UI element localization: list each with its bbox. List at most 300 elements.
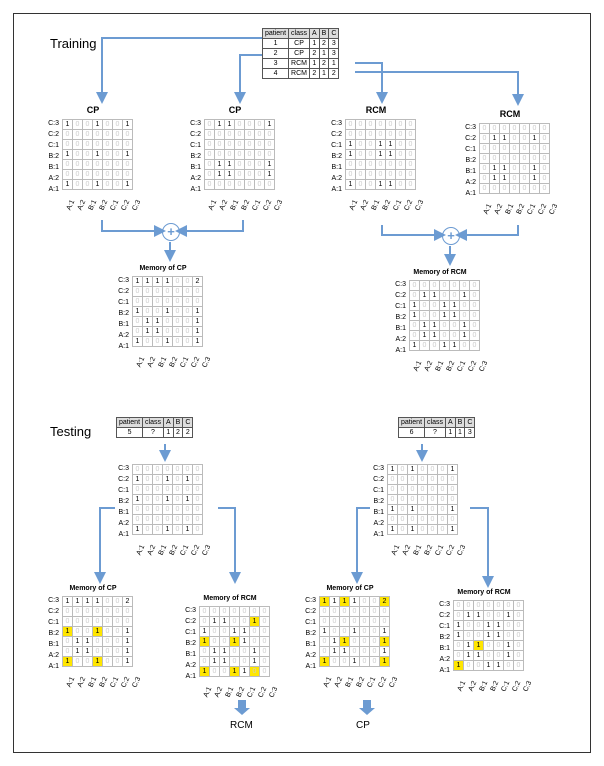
matrix-cell: 1 (388, 525, 398, 535)
row-label: B:2 (305, 630, 316, 637)
row-label: B:1 (305, 641, 316, 648)
matrix-cell: 0 (103, 170, 113, 180)
row-label: C:2 (305, 608, 316, 615)
matrix-grid (409, 280, 480, 351)
matrix-cell: 0 (133, 515, 143, 525)
matrix-cell: 1 (250, 657, 260, 667)
column-label: A:2 (333, 676, 345, 689)
matrix-cell: 1 (230, 637, 240, 647)
arrow (357, 508, 370, 578)
matrix-cell: 1 (460, 321, 470, 331)
matrix-cell: 0 (406, 140, 416, 150)
row-label: A:2 (373, 520, 384, 527)
matrix-cell: 0 (260, 637, 270, 647)
matrix-cell: 0 (370, 637, 380, 647)
column-label: C:2 (445, 544, 457, 557)
matrix-cell: 0 (398, 475, 408, 485)
matrix-cell: 0 (245, 180, 255, 190)
row-label: B:2 (190, 153, 201, 160)
matrix-cell: 1 (340, 597, 350, 607)
matrix-cell: 0 (73, 170, 83, 180)
matrix-cell: 0 (183, 317, 193, 327)
matrix-cell: 1 (215, 160, 225, 170)
matrix-cell: 1 (484, 621, 494, 631)
matrix-cell: 1 (320, 627, 330, 637)
matrix-cell: 0 (113, 120, 123, 130)
table-header-cell: patient (117, 418, 143, 428)
matrix-cell: 0 (356, 180, 366, 190)
matrix-cell: 0 (83, 150, 93, 160)
matrix-cell: 0 (360, 657, 370, 667)
matrix-grid (62, 119, 133, 190)
matrix-cell: 0 (220, 627, 230, 637)
matrix-grid (132, 464, 203, 535)
matrix-cell: 1 (210, 617, 220, 627)
table-cell: CP (289, 49, 310, 59)
column-label: C:1 (109, 199, 121, 212)
matrix-cell: 0 (245, 140, 255, 150)
matrix-cell: 1 (350, 597, 360, 607)
matrix-cell: 0 (93, 160, 103, 170)
matrix-cell: 0 (193, 515, 203, 525)
matrix-cell: 0 (480, 174, 490, 184)
matrix-cell: 1 (530, 134, 540, 144)
matrix-cell: 0 (153, 337, 163, 347)
row-label: B:1 (118, 321, 129, 328)
matrix-cell: 0 (220, 667, 230, 677)
matrix-cell: 0 (356, 150, 366, 160)
matrix-cell: 0 (454, 611, 464, 621)
row-label: B:1 (185, 651, 196, 658)
matrix-cell: 0 (93, 140, 103, 150)
matrix-cell: 0 (205, 120, 215, 130)
matrix-cell: 1 (183, 525, 193, 535)
row-label: C:3 (185, 607, 196, 614)
column-label: A:1 (202, 686, 214, 699)
matrix (370, 464, 466, 574)
matrix-cell: 1 (265, 120, 275, 130)
matrix-cell: 0 (360, 627, 370, 637)
matrix-cell: 0 (460, 311, 470, 321)
column-label: B:2 (381, 199, 393, 212)
matrix-cell: 0 (330, 657, 340, 667)
matrix-cell: 0 (520, 124, 530, 134)
matrix-cell: 0 (153, 525, 163, 535)
matrix-cell: 1 (193, 337, 203, 347)
matrix-cell: 0 (540, 174, 550, 184)
table-cell: 2 (173, 428, 183, 438)
matrix-cell: 0 (63, 647, 73, 657)
matrix-cell: 0 (490, 124, 500, 134)
matrix-cell: 0 (514, 621, 524, 631)
row-label: C:2 (465, 135, 476, 142)
column-label: B:1 (504, 203, 516, 216)
matrix-cell: 1 (265, 170, 275, 180)
matrix-cell: 0 (163, 465, 173, 475)
matrix-cell: 1 (220, 617, 230, 627)
matrix (187, 105, 285, 229)
matrix-cell: 0 (540, 124, 550, 134)
matrix-cell: 1 (500, 134, 510, 144)
matrix-cell: 0 (260, 657, 270, 667)
matrix-cell: 0 (490, 184, 500, 194)
row-label: A:1 (465, 190, 476, 197)
matrix-cell: 1 (450, 301, 460, 311)
matrix-cell: 0 (193, 505, 203, 515)
matrix-cell: 0 (113, 627, 123, 637)
row-label: A:2 (331, 175, 342, 182)
matrix-cell: 0 (540, 184, 550, 194)
matrix-cell: 0 (113, 160, 123, 170)
matrix-cell: 0 (215, 180, 225, 190)
matrix-cell: 0 (143, 465, 153, 475)
column-label: A:2 (146, 356, 158, 369)
matrix-cell: 1 (83, 647, 93, 657)
matrix-cell: 1 (240, 667, 250, 677)
column-label: C:2 (537, 203, 549, 216)
matrix-cell: 0 (260, 627, 270, 637)
matrix-cell: 0 (370, 627, 380, 637)
matrix-cell: 0 (193, 485, 203, 495)
matrix-cell: 0 (510, 144, 520, 154)
matrix-cell: 0 (123, 130, 133, 140)
matrix-cell: 0 (133, 287, 143, 297)
table-cell: 6 (399, 428, 425, 438)
matrix-cell: 0 (163, 505, 173, 515)
table-header-cell: patient (399, 418, 425, 428)
row-label: A:1 (48, 663, 59, 670)
matrix-cell: 0 (450, 321, 460, 331)
matrix-cell: 0 (73, 617, 83, 627)
matrix-grid (479, 123, 550, 194)
matrix-cell: 1 (163, 525, 173, 535)
matrix-cell: 1 (93, 597, 103, 607)
column-label: C:1 (109, 676, 121, 689)
column-label: C:3 (131, 676, 143, 689)
row-label: A:1 (190, 186, 201, 193)
matrix-cell: 0 (220, 637, 230, 647)
matrix-cell: 0 (440, 281, 450, 291)
column-label: A:2 (218, 199, 230, 212)
matrix-title: CP (86, 105, 100, 115)
matrix-cell: 1 (63, 627, 73, 637)
table-cell: 1 (455, 428, 465, 438)
matrix-cell: 0 (153, 485, 163, 495)
matrix-cell: 0 (63, 130, 73, 140)
column-label: B:1 (370, 199, 382, 212)
matrix-cell: 0 (143, 337, 153, 347)
matrix-cell: 1 (440, 311, 450, 321)
row-label: B:2 (465, 157, 476, 164)
matrix-cell: 0 (406, 160, 416, 170)
matrix-cell: 0 (73, 607, 83, 617)
column-label: A:1 (207, 199, 219, 212)
matrix-cell: 0 (103, 597, 113, 607)
matrix-cell: 1 (133, 307, 143, 317)
column-label: C:3 (456, 544, 468, 557)
matrix-cell: 1 (346, 150, 356, 160)
matrix-cell: 0 (346, 170, 356, 180)
row-label: B:2 (118, 498, 129, 505)
matrix-cell: 0 (73, 130, 83, 140)
matrix-cell: 0 (470, 311, 480, 321)
matrix-cell: 1 (265, 160, 275, 170)
matrix-cell: 1 (504, 651, 514, 661)
matrix-cell: 0 (235, 160, 245, 170)
matrix-cell: 0 (103, 647, 113, 657)
table-cell: 1 (263, 39, 289, 49)
matrix-cell: 0 (340, 607, 350, 617)
matrix-cell: 1 (484, 661, 494, 671)
matrix (392, 269, 490, 390)
matrix-grid (199, 606, 270, 677)
matrix-cell: 1 (215, 120, 225, 130)
matrix-cell: 0 (83, 657, 93, 667)
table-header-cell: A (309, 29, 319, 39)
row-label: A:1 (331, 186, 342, 193)
matrix-cell: 0 (173, 475, 183, 485)
matrix-cell: 0 (143, 515, 153, 525)
matrix-cell: 0 (360, 607, 370, 617)
matrix-cell: 0 (504, 601, 514, 611)
matrix-cell: 1 (193, 317, 203, 327)
matrix-cell: 0 (183, 327, 193, 337)
matrix-cell: 1 (133, 337, 143, 347)
matrix-cell: 0 (193, 495, 203, 505)
matrix-cell: 0 (504, 661, 514, 671)
matrix-cell: 1 (460, 291, 470, 301)
matrix-cell: 1 (464, 651, 474, 661)
column-label: C:2 (120, 199, 132, 212)
column-label: B:1 (157, 356, 169, 369)
matrix-cell: 0 (418, 485, 428, 495)
table-header-cell: C (465, 418, 475, 428)
matrix-cell: 0 (220, 607, 230, 617)
matrix-cell: 0 (113, 150, 123, 160)
matrix-cell: 0 (408, 495, 418, 505)
matrix-cell: 0 (370, 617, 380, 627)
matrix-cell: 1 (163, 495, 173, 505)
row-label: B:2 (118, 310, 129, 317)
matrix-cell: 1 (93, 627, 103, 637)
column-label: C:2 (403, 199, 415, 212)
column-label: B:2 (515, 203, 527, 216)
matrix-cell: 0 (450, 331, 460, 341)
matrix-cell: 0 (438, 485, 448, 495)
matrix-cell: 0 (255, 160, 265, 170)
matrix-cell: 0 (500, 124, 510, 134)
matrix-cell: 0 (83, 130, 93, 140)
matrix-cell: 0 (103, 607, 113, 617)
matrix-cell: 0 (474, 621, 484, 631)
matrix-cell: 0 (153, 287, 163, 297)
matrix-cell: 0 (428, 465, 438, 475)
matrix-cell: 1 (386, 150, 396, 160)
matrix-cell: 0 (366, 140, 376, 150)
matrix-cell: 0 (103, 120, 113, 130)
matrix-cell: 0 (410, 331, 420, 341)
matrix-cell: 1 (530, 164, 540, 174)
matrix-cell: 0 (173, 505, 183, 515)
matrix-cell: 0 (225, 180, 235, 190)
column-label: B:1 (434, 360, 446, 373)
column-label: A:2 (359, 199, 371, 212)
column-label: B:2 (445, 360, 457, 373)
matrix-cell: 0 (398, 515, 408, 525)
matrix-cell: 0 (494, 641, 504, 651)
row-label: B:2 (185, 640, 196, 647)
matrix-cell: 0 (360, 617, 370, 627)
matrix-cell: 0 (494, 611, 504, 621)
matrix-cell: 0 (464, 631, 474, 641)
matrix-cell: 0 (83, 607, 93, 617)
matrix-cell: 0 (113, 597, 123, 607)
row-label: A:2 (48, 652, 59, 659)
matrix-cell: 0 (346, 120, 356, 130)
row-label: C:1 (118, 487, 129, 494)
arrow (100, 508, 115, 578)
matrix-cell: 0 (514, 601, 524, 611)
matrix-cell: 0 (388, 485, 398, 495)
row-label: B:1 (331, 164, 342, 171)
matrix-cell: 0 (418, 465, 428, 475)
matrix-cell: 1 (183, 475, 193, 485)
row-label: B:1 (118, 509, 129, 516)
row-label: C:3 (395, 281, 406, 288)
row-label: C:1 (48, 142, 59, 149)
matrix-grid (387, 464, 458, 535)
table-cell: 4 (263, 69, 289, 79)
matrix-cell: 0 (410, 291, 420, 301)
matrix-cell: 0 (356, 130, 366, 140)
matrix-cell: 0 (320, 647, 330, 657)
row-label: C:2 (373, 476, 384, 483)
matrix-cell: 1 (420, 291, 430, 301)
matrix-cell: 0 (200, 657, 210, 667)
matrix-cell: 0 (245, 150, 255, 160)
matrix-cell: 0 (133, 485, 143, 495)
matrix-cell: 0 (406, 120, 416, 130)
matrix-cell: 0 (173, 515, 183, 525)
matrix-cell: 0 (376, 160, 386, 170)
matrix-cell: 0 (438, 525, 448, 535)
table-header-cell: class (425, 418, 446, 428)
matrix-cell: 0 (406, 130, 416, 140)
matrix-cell: 1 (123, 150, 133, 160)
row-label: A:1 (305, 663, 316, 670)
matrix-cell: 0 (514, 661, 524, 671)
column-label: A:2 (76, 676, 88, 689)
matrix-cell: 0 (530, 124, 540, 134)
matrix-cell: 0 (420, 281, 430, 291)
matrix-cell: 1 (93, 657, 103, 667)
matrix-cell: 0 (490, 154, 500, 164)
matrix-cell: 1 (450, 341, 460, 351)
row-label: B:2 (439, 634, 450, 641)
row-label: C:3 (465, 124, 476, 131)
matrix-cell: 0 (480, 154, 490, 164)
row-label: A:1 (118, 343, 129, 350)
matrix-cell: 1 (225, 160, 235, 170)
table-header-cell: A (163, 418, 173, 428)
matrix-cell: 0 (350, 607, 360, 617)
matrix-cell: 0 (63, 637, 73, 647)
table-cell: 3 (329, 49, 339, 59)
plus-icon: + (162, 223, 180, 241)
matrix-cell: 0 (530, 144, 540, 154)
matrix-cell: 0 (460, 341, 470, 351)
matrix-cell: 0 (240, 607, 250, 617)
matrix-cell: 0 (250, 637, 260, 647)
matrix-cell: 0 (173, 495, 183, 505)
matrix (302, 585, 400, 706)
column-label: A:2 (401, 544, 413, 557)
matrix (115, 464, 211, 574)
matrix-cell: 0 (438, 475, 448, 485)
arrow (102, 38, 262, 98)
row-label: C:1 (373, 487, 384, 494)
matrix-cell: 1 (376, 180, 386, 190)
matrix-cell: 1 (494, 631, 504, 641)
matrix-cell: 0 (200, 647, 210, 657)
matrix-cell: 0 (133, 327, 143, 337)
matrix-cell: 0 (330, 617, 340, 627)
column-label: A:1 (65, 676, 77, 689)
matrix-cell: 1 (133, 475, 143, 485)
matrix-cell: 0 (330, 607, 340, 617)
matrix-cell: 0 (210, 627, 220, 637)
matrix-cell: 1 (225, 170, 235, 180)
matrix-cell: 0 (255, 180, 265, 190)
matrix-cell: 1 (408, 465, 418, 475)
matrix-cell: 0 (388, 515, 398, 525)
matrix-cell: 0 (265, 180, 275, 190)
matrix-cell: 0 (235, 150, 245, 160)
row-label: A:1 (48, 186, 59, 193)
matrix-cell: 0 (225, 130, 235, 140)
matrix-cell: 0 (113, 140, 123, 150)
row-label: B:1 (439, 645, 450, 652)
row-label: C:2 (118, 288, 129, 295)
matrix-cell: 0 (205, 130, 215, 140)
matrix-grid (132, 276, 203, 347)
matrix-cell: 0 (464, 601, 474, 611)
table-header-cell: class (143, 418, 164, 428)
table-cell: 1 (329, 59, 339, 69)
matrix-cell: 0 (193, 475, 203, 485)
matrix-grid (453, 600, 524, 671)
matrix-cell: 0 (83, 617, 93, 627)
matrix-cell: 0 (366, 120, 376, 130)
matrix-cell: 0 (396, 150, 406, 160)
matrix-cell: 0 (235, 120, 245, 130)
row-label: C:1 (439, 623, 450, 630)
matrix-cell: 0 (510, 154, 520, 164)
table-header-cell: C (329, 29, 339, 39)
matrix-cell: 1 (330, 597, 340, 607)
row-label: C:1 (48, 619, 59, 626)
matrix-cell: 0 (230, 607, 240, 617)
row-label: C:2 (331, 131, 342, 138)
matrix-cell: 0 (346, 130, 356, 140)
column-label: C:1 (526, 203, 538, 216)
matrix-cell: 0 (183, 515, 193, 525)
matrix-cell: 0 (448, 495, 458, 505)
matrix-cell: 1 (320, 597, 330, 607)
matrix (436, 589, 534, 710)
matrix-cell: 0 (73, 150, 83, 160)
matrix-cell: 1 (250, 647, 260, 657)
